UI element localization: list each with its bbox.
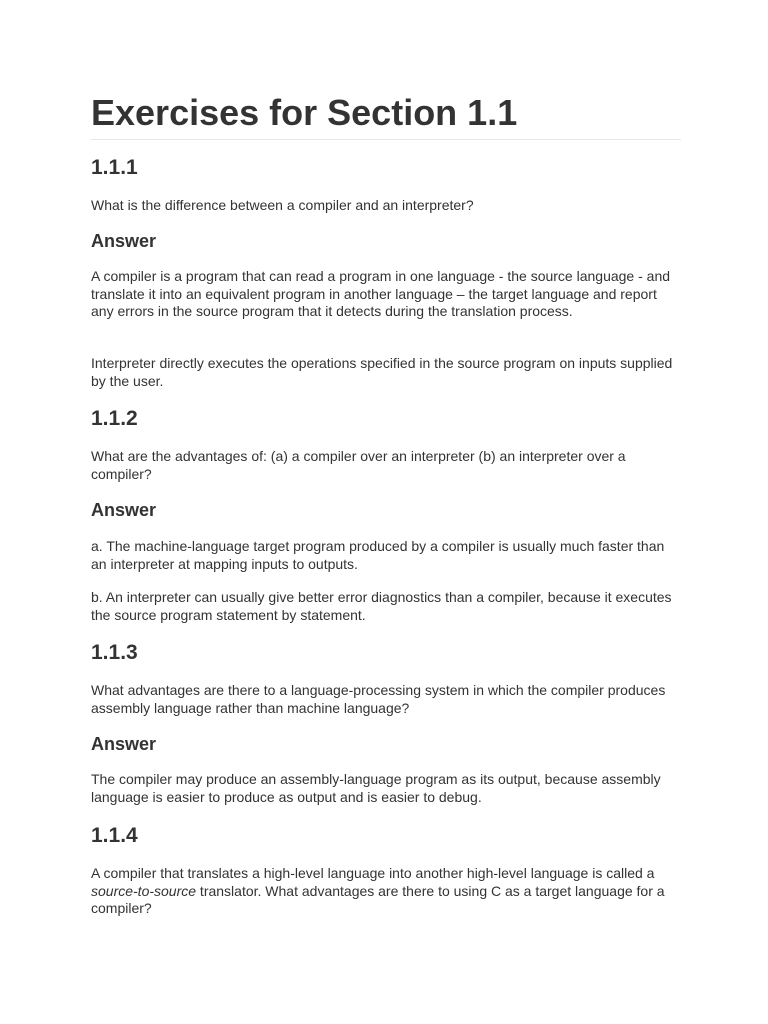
answer-1-1-3-paragraph-1: The compiler may produce an assembly-language program as its output, because assembly language is easier to produce as output and is easier to debug. [91, 771, 661, 805]
question-1-1-1: What is the difference between a compiler and an interpreter? [91, 197, 474, 213]
question-1-1-4-text-start: A compiler that translates a high-level language into another high-level language is called a [91, 865, 655, 881]
question-1-1-4 [91, 865, 681, 918]
question-1-1-2: What are the advantages of: (a) a compiler over an interpreter (b) an interpreter over a compiler? [91, 448, 626, 482]
page-title: Exercises for Section 1.1 [91, 92, 518, 133]
answer-1-1-1-paragraph-2: Interpreter directly executes the operations specified in the source program on inputs supplied by the user. [91, 355, 673, 389]
answer-heading-1-1-3: Answer [91, 734, 157, 754]
answer-1-1-2-paragraph-2: b. An interpreter can usually give better error diagnostics than a compiler, because it executes the source program statement by statement. [91, 589, 672, 623]
section-heading-1-1-2: 1.1.2 [91, 407, 138, 430]
answer-1-1-2-paragraph-1: a. The machine-language target program produced by a compiler is usually much faster than an interpreter at mapping inputs to outputs. [91, 538, 665, 572]
answer-heading-1-1-1: Answer [91, 231, 157, 251]
title-divider [91, 139, 681, 140]
section-heading-1-1-1: 1.1.1 [91, 156, 138, 179]
answer-1-1-1-paragraph-1: A compiler is a program that can read a program in one language - the source language - and translate it into an equivalent program in another language – the target language and report any errors in the source program that it detects during the translation process. [91, 268, 671, 319]
question-1-1-4-emphasis: source-to-source [91, 882, 197, 899]
question-1-1-4-text-end: translator. What advantages are there to using C as a target language for a compiler? [91, 882, 665, 916]
section-heading-1-1-4: 1.1.4 [91, 824, 138, 847]
section-heading-1-1-3: 1.1.3 [91, 641, 138, 664]
question-1-1-3: What advantages are there to a language-processing system in which the compiler produces assembly language rather than machine language? [91, 682, 666, 716]
answer-heading-1-1-2: Answer [91, 500, 157, 520]
